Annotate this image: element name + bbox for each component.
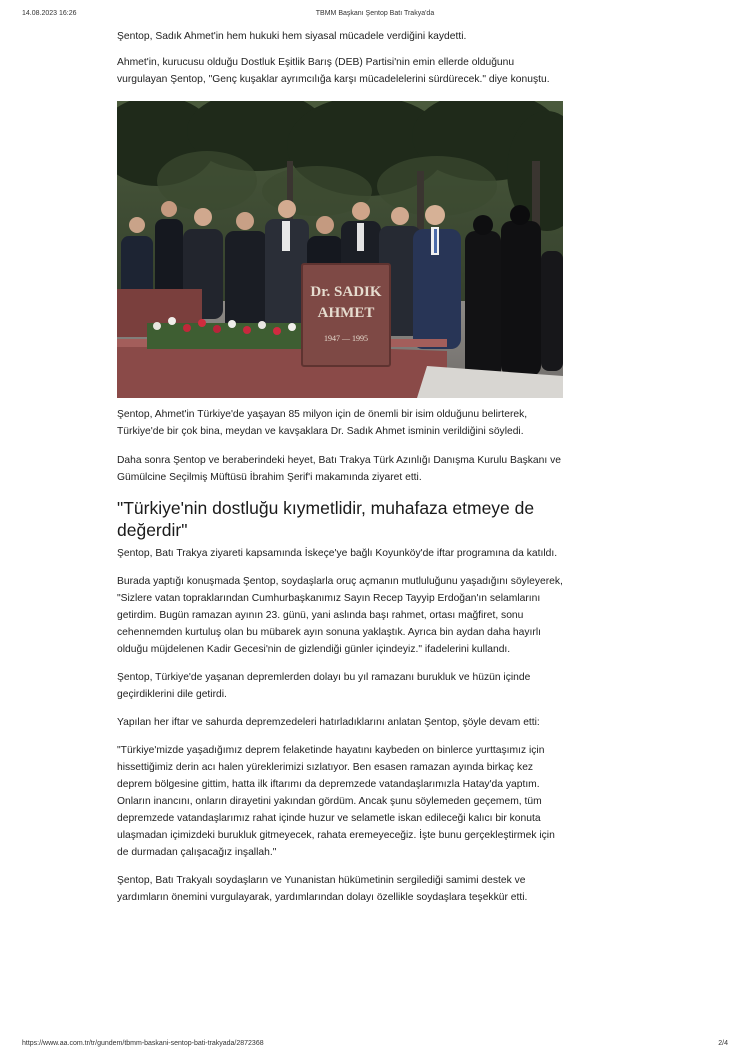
print-url: https://www.aa.com.tr/tr/gundem/tbmm-baskani-sentop-bati-trakyada/2872368: [22, 1040, 264, 1047]
page-number: 2/4: [718, 1040, 728, 1047]
paragraph: Şentop, Batı Trakya ziyareti kapsamında İskeçe'ye bağlı Koyunköy'de iftar programına da katıldı.: [117, 548, 558, 559]
paragraph: Şentop, Ahmet'in Türkiye'de yaşayan 85 milyon için de önemli bir isim olduğunu belirterek, Türkiye'de bir çok bina, meydan ve kavşaklara Dr. Sadık Ahmet isminin verildiğini söyledi.: [117, 409, 528, 437]
paragraph: Şentop, Sadık Ahmet'in hem hukuki hem siyasal mücadele verdiğini kaydetti.: [117, 31, 467, 42]
paragraph: Şentop, Batı Trakyalı soydaşların ve Yunanistan hükümetinin sergilediği samimi destek ve yardımların önemini vurgulayarak, yardımlarından dolayı özellikle soydaşlara teşekkür etti.: [117, 875, 528, 903]
paragraph: Şentop, Türkiye'de yaşanan depremlerden dolayı bu yıl ramazanı burukluk ve hüzün içinde geçirdiklerini dile getirdi.: [117, 672, 531, 700]
paragraph: Daha sonra Şentop ve beraberindeki heyet, Batı Trakya Türk Azınlığı Danışma Kurulu Başkanı ve Gümülcine Seçilmiş Müftüsü İbrahim Şerif'i makamında ziyaret etti.: [117, 455, 561, 483]
article-photo: [117, 101, 563, 398]
article-body: [117, 28, 567, 906]
quote-paragraph: "Türkiye'mizde yaşadığımız deprem felaketinde hayatını kaybeden on binlerce yurttaşımız için hissettiğimiz derin acı halen yüreklerimizi sızlatıyor. Ben esasen ramazan ayında birkaç kez deprem bölgesine gittim, hatta ilk iftarımı da depremzede vatandaşlarımızla Hatay'da yaptım. Onların inancını, onların dirayetini yakından gördüm. Ancak şunu söylemeden geçemem, tüm depremzede vatandaşlarımız rahat içinde huzur ve selametle iskan edileceği kalıcı bir konuta ulaşmadan içimizdeki burukluk gitmeyecek, rahata eremeyeceğiz. İşte bunu gerçekleştirmek için de durmadan çalışacağız inşallah.": [117, 745, 555, 858]
paragraph: Yapılan her iftar ve sahurda depremzedeleri hatırladıklarını anlatan Şentop, şöyle devam etti:: [117, 717, 540, 728]
gravestone-name-line2: AHMET: [317, 305, 375, 321]
paragraph: Ahmet'in, kurucusu olduğu Dostluk Eşitlik Barış (DEB) Partisi'nin emin ellerde olduğunu vurgulayan Şentop, "Genç kuşaklar ayrımcılığa karşı mücadelelerini sürdürecek." diye konuştu.: [117, 57, 550, 85]
print-datetime: 14.08.2023 16:26: [22, 10, 77, 17]
print-page-title: TBMM Başkanı Şentop Batı Trakya'da: [315, 10, 435, 17]
gravestone-years: 1947 — 1995: [324, 334, 368, 343]
paragraph: Burada yaptığı konuşmada Şentop, soydaşlarla oruç açmanın mutluluğunu yaşadığını söyleyerek, "Sizlere vatan topraklarından Cumhurbaşkanımız Sayın Recep Tayyip Erdoğan'ın selamlarını getirdim. Bugün ramazan ayının 23. günü, yani aslında başı rahmet, ortası mağfiret, sonu cehennemden kurtuluş olan bu mübarek ayın sonuna yaklaştık. Ayrıca bin aydan daha hayırlı olduğu müjdelenen Kadir Gecesi'nin de gizlendiği günler içindeyiz." ifadelerini kullandı.: [117, 576, 563, 655]
gravestone-name-line1: Dr. SADIK: [310, 284, 382, 300]
section-heading: "Türkiye'nin dostluğu kıymetlidir, muhafaza etmeye de değerdir": [117, 498, 535, 540]
